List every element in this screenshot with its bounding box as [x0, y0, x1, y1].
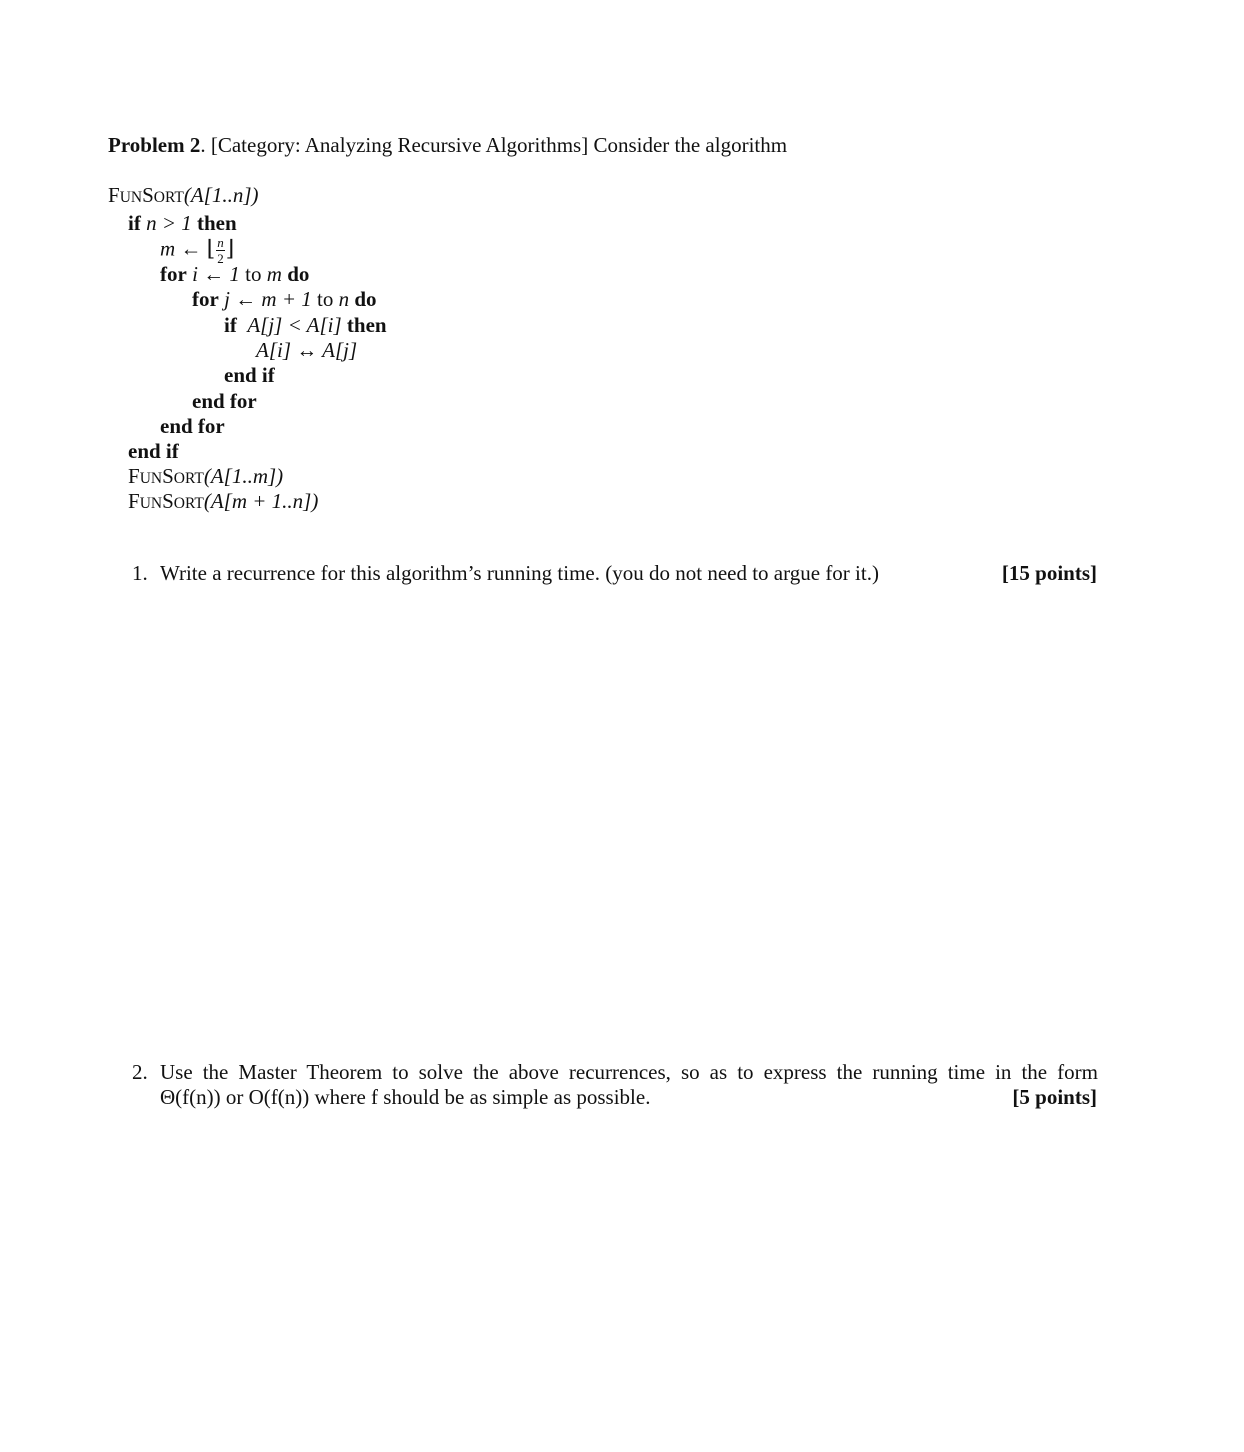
fraction-n-over-2 [216, 236, 225, 265]
floor-left-icon: ⌊ [206, 235, 216, 261]
for-j-init: j ← m + 1 [224, 287, 312, 311]
funsort-name-part: F [108, 183, 120, 207]
keyword-to: to [245, 262, 262, 286]
for-i-init: i ← 1 [192, 262, 240, 286]
fraction-numerator: n [217, 235, 224, 250]
problem-label: Problem 2 [108, 133, 201, 157]
for-i-end: m [266, 262, 282, 286]
keyword-if: if [128, 211, 141, 235]
line-end-if-inner: end if [224, 363, 275, 387]
funsort-name-part: UN [139, 470, 163, 487]
keyword-do: do [354, 287, 377, 311]
keyword-for: for [160, 262, 187, 286]
keyword-then: then [346, 313, 387, 337]
question-2-text-line2: Θ(f(n)) or O(f(n)) where f should be as simple as possible. [160, 1085, 651, 1109]
question-2-text-line1: Use the Master Theorem to solve the above recurrences, so as to express the running time in the form [160, 1060, 1098, 1084]
funsort-name-part: ORT [153, 189, 184, 206]
line-if-outer [128, 213, 237, 234]
funsort-name-part: S [162, 464, 174, 488]
call-1-args: (A[1..m]) [203, 464, 284, 488]
funsort-name-part: ORT [173, 495, 204, 512]
line-end-for-j: end for [192, 389, 257, 413]
fraction-denominator: 2 [217, 251, 224, 266]
keyword-do: do [287, 262, 310, 286]
call-2-args: (A[m + 1..n]) [203, 489, 319, 513]
line-assign-m [160, 236, 234, 265]
line-call-2 [128, 491, 318, 512]
funsort-name-part: S [142, 183, 154, 207]
keyword-for: for [192, 287, 219, 311]
funsort-name-part: UN [119, 189, 143, 206]
floor-right-icon: ⌋ [225, 235, 235, 261]
funsort-name-part: F [128, 489, 140, 513]
funsort-name-part: S [162, 489, 174, 513]
keyword-then: then [197, 211, 237, 235]
algorithm-header [108, 185, 259, 206]
keyword-if: if [224, 313, 237, 337]
funsort-name-part: ORT [173, 470, 204, 487]
line-if-inner [224, 315, 387, 336]
algorithm-header-args: (A[1..n]) [183, 183, 259, 207]
question-1-text: Write a recurrence for this algorithm’s running time. (you do not need to argue for it.) [160, 561, 879, 585]
inner-condition: A[j] < A[i] [247, 313, 342, 337]
for-j-end: n [338, 287, 350, 311]
problem-category-text: . [Category: Analyzing Recursive Algorithms] Consider the algorithm [200, 133, 788, 157]
question-1-points: [15 points] [1001, 561, 1097, 585]
line-call-1 [128, 466, 283, 487]
funsort-name-part: F [128, 464, 140, 488]
question-1-number: 1. [132, 561, 148, 585]
assign-m-lhs: m ← [160, 236, 202, 261]
keyword-to: to [317, 287, 334, 311]
question-2-number: 2. [132, 1060, 148, 1084]
line-for-j [192, 289, 377, 310]
funsort-name-part: UN [139, 495, 163, 512]
question-2-points: [5 points] [1012, 1085, 1097, 1109]
line-for-i [160, 264, 309, 285]
line-end-if-outer: end if [128, 439, 179, 463]
line-swap: A[i] ↔ A[j] [256, 338, 358, 362]
outer-condition: n > 1 [146, 211, 192, 235]
problem-heading [108, 135, 787, 156]
line-end-for-i: end for [160, 414, 225, 438]
